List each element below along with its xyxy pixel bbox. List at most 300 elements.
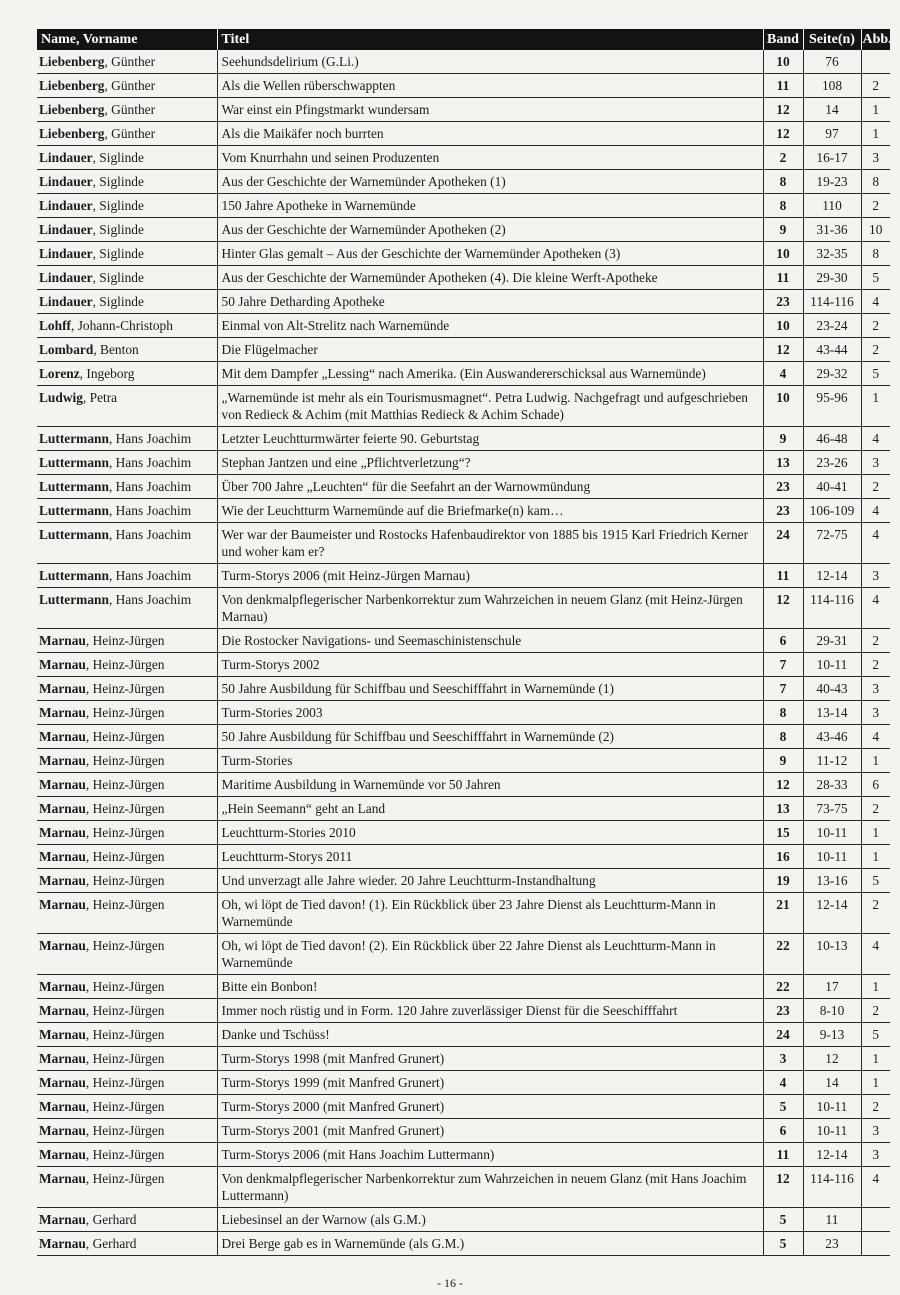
table-row [37, 564, 890, 588]
volume-number: 15 [763, 821, 803, 845]
author-given-name: , Heinz-Jürgen [85, 1147, 165, 1162]
article-title: Maritime Ausbildung in Warnemünde vor 50 Jahren [217, 773, 763, 797]
page-range: 73-75 [803, 797, 861, 821]
author-name [37, 427, 217, 451]
author-given-name: , Heinz-Jürgen [85, 1171, 165, 1186]
author-surname: Marnau [39, 1003, 86, 1018]
table-row [37, 797, 890, 821]
author-surname: Lindauer [39, 222, 93, 237]
volume-number: 8 [763, 701, 803, 725]
author-given-name: , Siglinde [92, 150, 144, 165]
author-name [37, 1023, 217, 1047]
figure-count: 1 [861, 821, 890, 845]
author-surname: Marnau [39, 1171, 86, 1186]
figure-count: 3 [861, 451, 890, 475]
article-title: „Warnemünde ist mehr als ein Tourismusmagnet“. Petra Ludwig. Nachgefragt und aufgeschrieben von Redieck & Achim (mit Matthias Redieck & Achim Schade) [217, 386, 763, 427]
volume-number: 11 [763, 74, 803, 98]
article-title: Oh, wi löpt de Tied davon! (2). Ein Rückblick über 22 Jahre Dienst als Leuchtturm-Mann in Warnemünde [217, 934, 763, 975]
author-name [37, 677, 217, 701]
author-surname: Marnau [39, 938, 86, 953]
figure-count: 3 [861, 1119, 890, 1143]
volume-number: 8 [763, 725, 803, 749]
author-name [37, 499, 217, 523]
figure-count: 1 [861, 749, 890, 773]
author-given-name: , Petra [82, 390, 118, 405]
author-name [37, 1119, 217, 1143]
author-surname: Marnau [39, 705, 86, 720]
author-surname: Liebenberg [39, 102, 105, 117]
page-range: 10-11 [803, 845, 861, 869]
table-row [37, 1047, 890, 1071]
figure-count: 2 [861, 314, 890, 338]
page-range: 106-109 [803, 499, 861, 523]
table-row [37, 290, 890, 314]
author-name [37, 1167, 217, 1208]
volume-number: 7 [763, 653, 803, 677]
author-name [37, 564, 217, 588]
article-title: Von denkmalpflegerischer Narbenkorrektur zum Wahrzeichen in neuem Glanz (mit Hans Joachim Luttermann) [217, 1167, 763, 1208]
volume-number: 11 [763, 564, 803, 588]
author-surname: Marnau [39, 825, 86, 840]
volume-number: 9 [763, 749, 803, 773]
author-surname: Marnau [39, 1099, 86, 1114]
article-title: Letzter Leuchtturmwärter feierte 90. Geburtstag [217, 427, 763, 451]
table-row [37, 725, 890, 749]
volume-number: 12 [763, 773, 803, 797]
article-title: 50 Jahre Ausbildung für Schiffbau und Seeschifffahrt in Warnemünde (1) [217, 677, 763, 701]
author-given-name: , Siglinde [92, 174, 144, 189]
author-given-name: , Ingeborg [79, 366, 135, 381]
author-name [37, 893, 217, 934]
figure-count: 4 [861, 523, 890, 564]
author-given-name: , Heinz-Jürgen [85, 681, 165, 696]
author-given-name: , Heinz-Jürgen [85, 1027, 165, 1042]
page-range: 9-13 [803, 1023, 861, 1047]
index-page [37, 29, 890, 1256]
article-title: Aus der Geschichte der Warnemünder Apotheken (4). Die kleine Werft-Apotheke [217, 266, 763, 290]
author-name [37, 797, 217, 821]
article-title: Mit dem Dampfer „Lessing“ nach Amerika. (Ein Auswandererschicksal aus Warnemünde) [217, 362, 763, 386]
table-row [37, 218, 890, 242]
page-range: 16-17 [803, 146, 861, 170]
author-surname: Marnau [39, 1051, 86, 1066]
volume-number: 19 [763, 869, 803, 893]
author-name [37, 290, 217, 314]
author-surname: Lindauer [39, 198, 93, 213]
author-given-name: , Gerhard [85, 1212, 137, 1227]
author-surname: Lorenz [39, 366, 80, 381]
table-row [37, 338, 890, 362]
figure-count: 3 [861, 677, 890, 701]
article-title: Turm-Stories [217, 749, 763, 773]
author-surname: Marnau [39, 979, 86, 994]
author-surname: Luttermann [39, 503, 109, 518]
figure-count: 4 [861, 588, 890, 629]
page-range: 43-44 [803, 338, 861, 362]
article-title: Als die Maikäfer noch burrten [217, 122, 763, 146]
page-range: 10-13 [803, 934, 861, 975]
volume-number: 9 [763, 427, 803, 451]
figure-count: 5 [861, 1023, 890, 1047]
table-row [37, 1167, 890, 1208]
volume-number: 13 [763, 797, 803, 821]
author-given-name: , Benton [93, 342, 139, 357]
author-surname: Marnau [39, 1123, 86, 1138]
volume-number: 5 [763, 1095, 803, 1119]
volume-number: 22 [763, 934, 803, 975]
volume-number: 4 [763, 1071, 803, 1095]
volume-number: 16 [763, 845, 803, 869]
article-title: Turm-Storys 2000 (mit Manfred Grunert) [217, 1095, 763, 1119]
table-row [37, 475, 890, 499]
figure-count: 2 [861, 338, 890, 362]
figure-count: 4 [861, 499, 890, 523]
author-given-name: , Heinz-Jürgen [85, 1051, 165, 1066]
author-name [37, 1208, 217, 1232]
page-range: 12-14 [803, 893, 861, 934]
page-number: - 16 - [437, 1276, 463, 1290]
author-given-name: , Hans Joachim [108, 568, 192, 583]
figure-count: 10 [861, 218, 890, 242]
volume-number: 12 [763, 1167, 803, 1208]
page-range: 72-75 [803, 523, 861, 564]
figure-count: 1 [861, 386, 890, 427]
article-title: „Hein Seemann“ geht an Land [217, 797, 763, 821]
author-given-name: , Siglinde [92, 198, 144, 213]
figure-count: 2 [861, 653, 890, 677]
article-title: Die Rostocker Navigations- und Seemaschinistenschule [217, 629, 763, 653]
table-row [37, 74, 890, 98]
header-band: Band [763, 29, 803, 50]
article-title: Drei Berge gab es in Warnemünde (als G.M.) [217, 1232, 763, 1256]
author-surname: Marnau [39, 1075, 86, 1090]
article-title: Turm-Storys 1999 (mit Manfred Grunert) [217, 1071, 763, 1095]
author-surname: Luttermann [39, 527, 109, 542]
page-range: 17 [803, 975, 861, 999]
author-surname: Lindauer [39, 270, 93, 285]
author-surname: Marnau [39, 873, 86, 888]
table-row [37, 1071, 890, 1095]
figure-count: 1 [861, 1047, 890, 1071]
author-name [37, 1143, 217, 1167]
author-name [37, 386, 217, 427]
table-row [37, 773, 890, 797]
author-given-name: , Günther [104, 126, 156, 141]
author-surname: Marnau [39, 657, 86, 672]
author-given-name: , Siglinde [92, 246, 144, 261]
page-range: 95-96 [803, 386, 861, 427]
author-given-name: , Günther [104, 78, 156, 93]
table-row [37, 194, 890, 218]
author-surname: Marnau [39, 897, 86, 912]
page-range: 13-16 [803, 869, 861, 893]
page-range: 108 [803, 74, 861, 98]
author-name [37, 725, 217, 749]
author-name [37, 999, 217, 1023]
author-name [37, 475, 217, 499]
volume-number: 23 [763, 999, 803, 1023]
page-range: 29-31 [803, 629, 861, 653]
author-name [37, 122, 217, 146]
volume-number: 10 [763, 242, 803, 266]
figure-count [861, 50, 890, 74]
author-surname: Marnau [39, 633, 86, 648]
table-row [37, 845, 890, 869]
author-surname: Marnau [39, 729, 86, 744]
table-row [37, 629, 890, 653]
figure-count: 3 [861, 701, 890, 725]
author-surname: Luttermann [39, 592, 109, 607]
table-row [37, 821, 890, 845]
author-name [37, 821, 217, 845]
page-range: 23-26 [803, 451, 861, 475]
author-name [37, 1232, 217, 1256]
table-row [37, 386, 890, 427]
article-title: Über 700 Jahre „Leuchten“ für die Seefahrt an der Warnowmündung [217, 475, 763, 499]
figure-count: 1 [861, 1071, 890, 1095]
page-range: 76 [803, 50, 861, 74]
volume-number: 12 [763, 98, 803, 122]
author-given-name: , Heinz-Jürgen [85, 1003, 165, 1018]
page-range: 110 [803, 194, 861, 218]
author-surname: Luttermann [39, 431, 109, 446]
table-row [37, 362, 890, 386]
author-given-name: , Hans Joachim [108, 431, 192, 446]
page-range: 40-43 [803, 677, 861, 701]
author-given-name: , Heinz-Jürgen [85, 873, 165, 888]
author-name [37, 218, 217, 242]
author-surname: Lindauer [39, 174, 93, 189]
article-title: 50 Jahre Detharding Apotheke [217, 290, 763, 314]
table-row [37, 242, 890, 266]
table-row [37, 1208, 890, 1232]
volume-number: 12 [763, 122, 803, 146]
author-given-name: , Johann-Christoph [71, 318, 173, 333]
author-given-name: , Heinz-Jürgen [85, 897, 165, 912]
figure-count: 4 [861, 725, 890, 749]
figure-count: 8 [861, 170, 890, 194]
author-name [37, 242, 217, 266]
volume-number: 22 [763, 975, 803, 999]
author-given-name: , Heinz-Jürgen [85, 801, 165, 816]
author-given-name: , Hans Joachim [108, 592, 192, 607]
article-title: Wer war der Baumeister und Rostocks Hafenbaudirektor von 1885 bis 1915 Karl Friedrich Kerner und woher kam er? [217, 523, 763, 564]
article-title: Die Flügelmacher [217, 338, 763, 362]
article-title: Leuchtturm-Stories 2010 [217, 821, 763, 845]
volume-number: 8 [763, 194, 803, 218]
table-row [37, 975, 890, 999]
table-row [37, 677, 890, 701]
author-name [37, 451, 217, 475]
author-given-name: , Heinz-Jürgen [85, 979, 165, 994]
article-title: Stephan Jantzen und eine „Pflichtverletzung“? [217, 451, 763, 475]
volume-number: 10 [763, 50, 803, 74]
article-title: Bitte ein Bonbon! [217, 975, 763, 999]
table-row [37, 314, 890, 338]
author-surname: Lindauer [39, 294, 93, 309]
article-title: Von denkmalpflegerischer Narbenkorrektur zum Wahrzeichen in neuem Glanz (mit Heinz-Jürgen Marnau) [217, 588, 763, 629]
author-given-name: , Heinz-Jürgen [85, 705, 165, 720]
figure-count: 4 [861, 1167, 890, 1208]
table-row [37, 266, 890, 290]
author-surname: Lohff [39, 318, 71, 333]
header-pages: Seite(n) [803, 29, 861, 50]
page-range: 114-116 [803, 1167, 861, 1208]
author-given-name: , Heinz-Jürgen [85, 657, 165, 672]
header-figures: Abb. [861, 29, 890, 50]
article-title: 50 Jahre Ausbildung für Schiffbau und Seeschifffahrt in Warnemünde (2) [217, 725, 763, 749]
article-title: War einst ein Pfingstmarkt wundersam [217, 98, 763, 122]
figure-count: 1 [861, 975, 890, 999]
author-surname: Marnau [39, 681, 86, 696]
volume-number: 9 [763, 218, 803, 242]
author-name [37, 934, 217, 975]
author-name [37, 869, 217, 893]
page-range: 114-116 [803, 588, 861, 629]
figure-count: 2 [861, 893, 890, 934]
author-name [37, 845, 217, 869]
table-row [37, 749, 890, 773]
figure-count: 2 [861, 999, 890, 1023]
volume-number: 24 [763, 1023, 803, 1047]
article-title: Aus der Geschichte der Warnemünder Apotheken (1) [217, 170, 763, 194]
page-range: 14 [803, 1071, 861, 1095]
author-name [37, 653, 217, 677]
figure-count: 5 [861, 266, 890, 290]
article-title: Liebesinsel an der Warnow (als G.M.) [217, 1208, 763, 1232]
author-surname: Ludwig [39, 390, 83, 405]
header-title: Titel [217, 29, 763, 50]
volume-number: 7 [763, 677, 803, 701]
article-title: Turm-Storys 2001 (mit Manfred Grunert) [217, 1119, 763, 1143]
volume-number: 11 [763, 1143, 803, 1167]
page-range: 97 [803, 122, 861, 146]
page-range: 10-11 [803, 1119, 861, 1143]
author-given-name: , Heinz-Jürgen [85, 777, 165, 792]
article-title: Turm-Storys 2006 (mit Heinz-Jürgen Marnau) [217, 564, 763, 588]
author-given-name: , Günther [104, 102, 156, 117]
page-range: 10-11 [803, 821, 861, 845]
volume-number: 3 [763, 1047, 803, 1071]
author-given-name: , Hans Joachim [108, 503, 192, 518]
author-name [37, 773, 217, 797]
author-surname: Marnau [39, 1212, 86, 1227]
table-row [37, 499, 890, 523]
author-given-name: , Heinz-Jürgen [85, 1099, 165, 1114]
author-name [37, 588, 217, 629]
author-name [37, 1071, 217, 1095]
author-given-name: , Gerhard [85, 1236, 137, 1251]
page-range: 40-41 [803, 475, 861, 499]
table-row [37, 146, 890, 170]
author-name [37, 362, 217, 386]
article-title: Turm-Storys 2006 (mit Hans Joachim Luttermann) [217, 1143, 763, 1167]
figure-count: 1 [861, 98, 890, 122]
article-title: Einmal von Alt-Strelitz nach Warnemünde [217, 314, 763, 338]
author-name [37, 50, 217, 74]
volume-number: 10 [763, 314, 803, 338]
page-range: 8-10 [803, 999, 861, 1023]
volume-number: 5 [763, 1208, 803, 1232]
figure-count: 8 [861, 242, 890, 266]
table-row [37, 170, 890, 194]
volume-number: 5 [763, 1232, 803, 1256]
author-name [37, 975, 217, 999]
figure-count: 2 [861, 1095, 890, 1119]
figure-count: 3 [861, 1143, 890, 1167]
figure-count: 2 [861, 475, 890, 499]
author-surname: Liebenberg [39, 78, 105, 93]
author-surname: Liebenberg [39, 126, 105, 141]
table-row [37, 588, 890, 629]
page-range: 29-32 [803, 362, 861, 386]
volume-number: 4 [763, 362, 803, 386]
author-name [37, 338, 217, 362]
author-name [37, 701, 217, 725]
article-title: Immer noch rüstig und in Form. 120 Jahre zuverlässiger Dienst für die Seeschifffahrt [217, 999, 763, 1023]
figure-count [861, 1208, 890, 1232]
figure-count: 5 [861, 869, 890, 893]
volume-number: 11 [763, 266, 803, 290]
figure-count: 2 [861, 797, 890, 821]
author-surname: Liebenberg [39, 54, 105, 69]
volume-number: 2 [763, 146, 803, 170]
author-given-name: , Heinz-Jürgen [85, 633, 165, 648]
author-given-name: , Hans Joachim [108, 479, 192, 494]
author-surname: Lindauer [39, 150, 93, 165]
article-title: Turm-Storys 2002 [217, 653, 763, 677]
figure-count: 4 [861, 427, 890, 451]
figure-count: 3 [861, 146, 890, 170]
author-name [37, 629, 217, 653]
table-row [37, 1095, 890, 1119]
author-name [37, 146, 217, 170]
article-title: 150 Jahre Apotheke in Warnemünde [217, 194, 763, 218]
page-range: 28-33 [803, 773, 861, 797]
article-title: Hinter Glas gemalt – Aus der Geschichte der Warnemünder Apotheken (3) [217, 242, 763, 266]
figure-count: 4 [861, 934, 890, 975]
figure-count: 2 [861, 194, 890, 218]
page-range: 11 [803, 1208, 861, 1232]
author-given-name: , Günther [104, 54, 156, 69]
author-name [37, 314, 217, 338]
article-title: Und unverzagt alle Jahre wieder. 20 Jahre Leuchtturm-Instandhaltung [217, 869, 763, 893]
volume-number: 23 [763, 290, 803, 314]
author-given-name: , Heinz-Jürgen [85, 753, 165, 768]
author-given-name: , Heinz-Jürgen [85, 1075, 165, 1090]
author-name [37, 1047, 217, 1071]
author-surname: Marnau [39, 801, 86, 816]
page-range: 13-14 [803, 701, 861, 725]
author-surname: Marnau [39, 753, 86, 768]
author-given-name: , Siglinde [92, 294, 144, 309]
author-name [37, 98, 217, 122]
page-range: 12 [803, 1047, 861, 1071]
figure-count: 2 [861, 74, 890, 98]
author-name [37, 266, 217, 290]
page-range: 46-48 [803, 427, 861, 451]
volume-number: 23 [763, 475, 803, 499]
table-row [37, 1232, 890, 1256]
author-index-table [37, 29, 891, 1256]
volume-number: 13 [763, 451, 803, 475]
figure-count [861, 1232, 890, 1256]
table-row [37, 122, 890, 146]
author-surname: Marnau [39, 777, 86, 792]
author-given-name: , Heinz-Jürgen [85, 849, 165, 864]
header-name: Name, Vorname [37, 29, 217, 50]
table-row [37, 451, 890, 475]
